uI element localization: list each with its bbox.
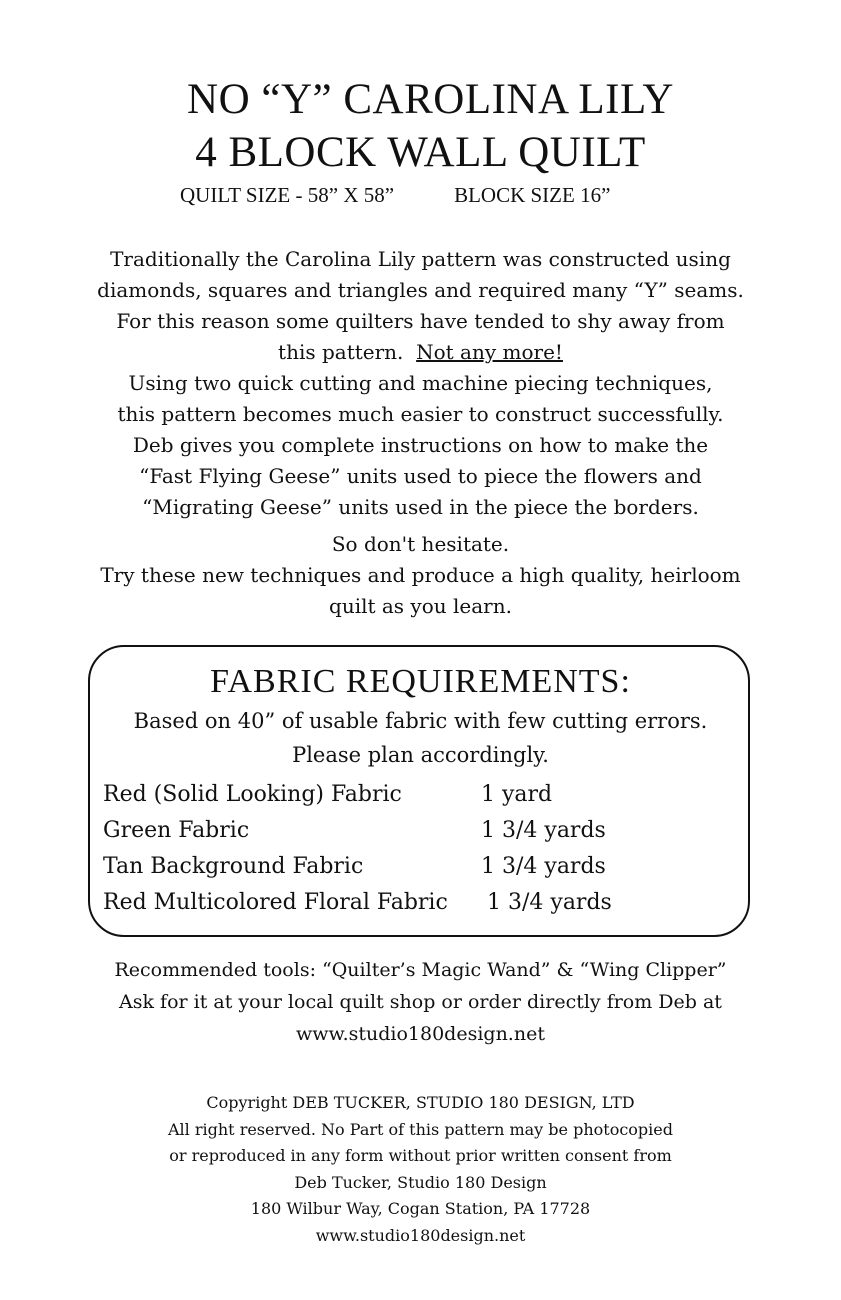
- intro-line: [0, 337, 841, 368]
- quilt-size: QUILT SIZE - 58” X 58”: [180, 183, 395, 207]
- website-text: www.studio180design.net: [296, 1023, 545, 1045]
- fabric-row: [103, 885, 663, 921]
- fabric-quantity: 1 3/4 yards: [481, 818, 606, 843]
- block-size: BLOCK SIZE 16”: [454, 183, 611, 207]
- recommended-tools: [0, 954, 841, 1050]
- fabric-row: [103, 777, 663, 813]
- intro-line: Try these new techniques and produce a high quality, heirloom: [100, 563, 741, 587]
- intro-line: this pattern becomes much easier to construct successfully.: [117, 402, 724, 426]
- copyright-line: Copyright DEB TUCKER, STUDIO 180 DESIGN, LTD: [206, 1093, 635, 1112]
- copyright-line: All right reserved. No Part of this pattern may be photocopied: [167, 1119, 673, 1139]
- fabric-requirements-title: FABRIC REQUIREMENTS:: [210, 663, 631, 700]
- not-any-more-emphasis: Not any more!: [416, 340, 563, 364]
- copyright-line: Deb Tucker, Studio 180 Design: [294, 1172, 547, 1192]
- address-line: 180 Wilbur Way, Cogan Station, PA 17728: [250, 1199, 591, 1218]
- fabric-name: Tan Background Fabric: [103, 854, 364, 879]
- intro-line: Traditionally the Carolina Lily pattern was constructed using: [110, 247, 731, 271]
- intro-line: quilt as you learn.: [329, 594, 512, 618]
- intro-text: [0, 244, 841, 622]
- tools-line: Recommended tools: “Quilter’s Magic Wand” & “Wing Clipper”: [114, 959, 727, 981]
- title-line-1: NO “Y” CAROLINA LILY: [187, 76, 674, 123]
- fabric-quantity: 1 3/4 yards: [481, 854, 606, 879]
- title-line-2: 4 BLOCK WALL QUILT: [195, 129, 646, 176]
- size-info: [180, 182, 610, 208]
- intro-line: “Migrating Geese” units used in the piece the borders.: [142, 495, 699, 519]
- intro-line: For this reason some quilters have tended to shy away from: [116, 309, 725, 333]
- intro-line: “Fast Flying Geese” units used to piece the flowers and: [139, 464, 702, 488]
- tools-line: Ask for it at your local quilt shop or order directly from Deb at: [119, 991, 722, 1013]
- fabric-name: Red (Solid Looking) Fabric: [103, 782, 402, 807]
- fabric-quantity: 1 yard: [481, 782, 553, 807]
- intro-line-text: this pattern.: [278, 340, 404, 364]
- intro-line: Deb gives you complete instructions on how to make the: [132, 433, 709, 457]
- fabric-name: Green Fabric: [103, 818, 250, 843]
- fabric-name: Red Multicolored Floral Fabric: [103, 890, 448, 915]
- intro-line: diamonds, squares and triangles and required many “Y” seams.: [97, 278, 744, 302]
- intro-line: So don't hesitate.: [331, 532, 510, 556]
- fabric-note-line-2: Please plan accordingly.: [292, 743, 549, 767]
- intro-line: Using two quick cutting and machine piecing techniques,: [128, 371, 713, 395]
- fabric-quantity: 1 3/4 yards: [487, 890, 612, 915]
- copyright-line: or reproduced in any form without prior written consent from: [169, 1146, 672, 1165]
- fabric-row: [103, 849, 663, 885]
- website-text: www.studio180design.net: [315, 1225, 526, 1245]
- fabric-note-line-1: Based on 40” of usable fabric with few cutting errors.: [133, 709, 708, 733]
- fabric-list: [103, 777, 663, 921]
- copyright-block: [0, 1090, 841, 1249]
- fabric-row: [103, 813, 663, 849]
